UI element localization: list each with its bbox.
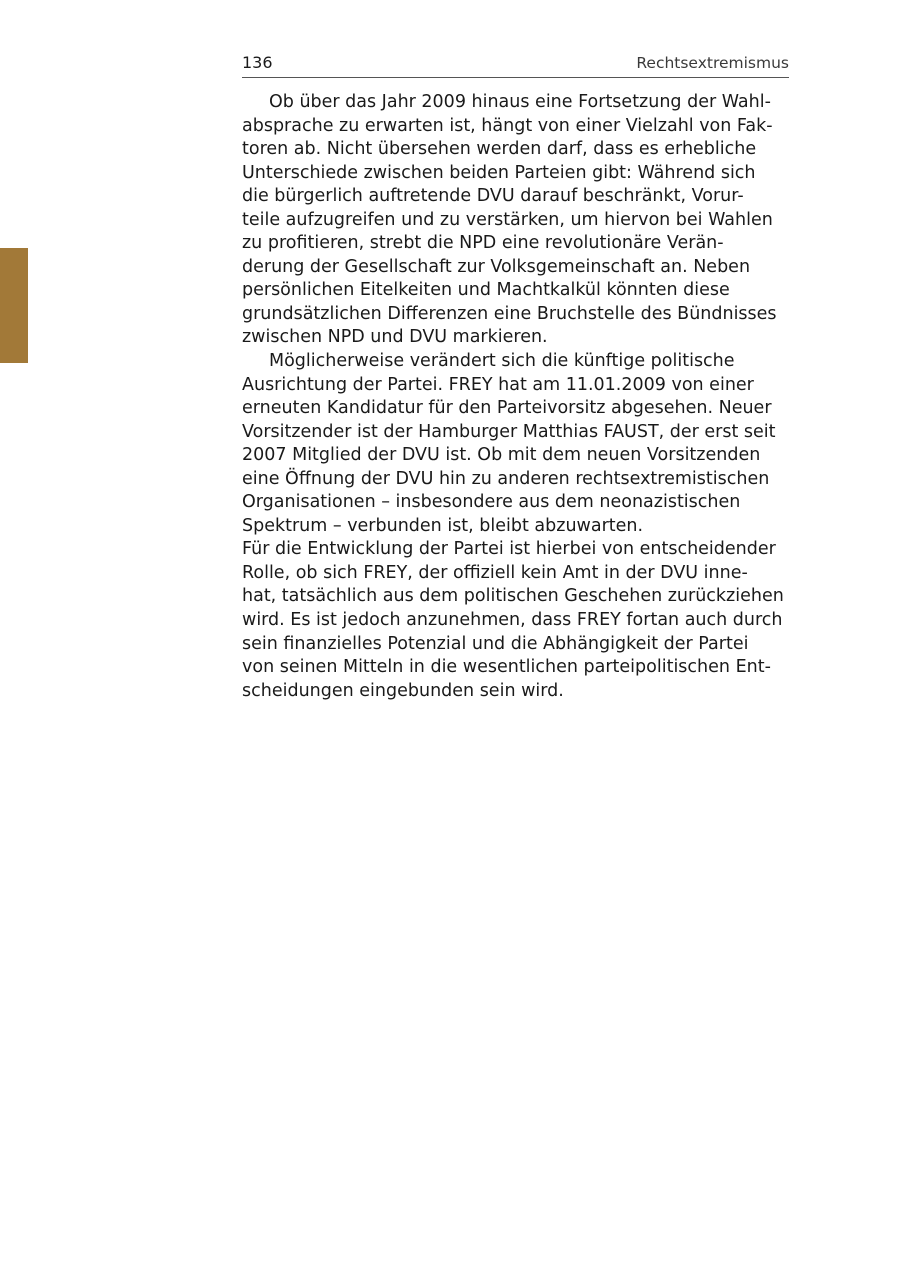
text-line: die bürgerlich auftretende DVU darauf beschränkt, Vorur- — [242, 186, 744, 207]
text-line: scheidungen eingebunden sein wird. — [242, 680, 564, 701]
text-line: absprache zu erwarten ist, hängt von einer Vielzahl von Fak- — [242, 115, 773, 136]
chapter-side-tab — [0, 248, 28, 363]
text-line: Für die Entwicklung der Partei ist hierbei von entscheidender — [242, 539, 776, 560]
text-line: Ausrichtung der Partei. FREY hat am 11.01.2009 von einer — [242, 374, 754, 395]
text-line: sein finanzielles Potenzial und die Abhängigkeit der Partei — [242, 633, 749, 654]
text-line: Möglicherweise verändert sich die künftige politische — [269, 351, 735, 372]
text-line: eine Öffnung der DVU hin zu anderen rechtsextremistischen — [242, 468, 770, 489]
text-line: toren ab. Nicht übersehen werden darf, dass es erhebliche — [242, 139, 757, 160]
text-line: derung der Gesellschaft zur Volksgemeinschaft an. Neben — [242, 256, 751, 277]
text-line: Vorsitzender ist der Hamburger Matthias FAUST, der erst seit — [242, 421, 776, 442]
text-line: Organisationen – insbesondere aus dem neonazistischen — [242, 492, 741, 513]
running-title: Rechtsextremismus — [636, 54, 789, 72]
text-line: zwischen NPD und DVU markieren. — [242, 327, 548, 348]
text-line: Ob über das Jahr 2009 hinaus eine Fortsetzung der Wahl- — [269, 92, 771, 112]
text-line: persönlichen Eitelkeiten und Machtkalkül könnten diese — [242, 280, 730, 301]
paragraph — [242, 91, 789, 350]
text-line: zu profitieren, strebt die NPD eine revolutionäre Verän- — [242, 233, 724, 254]
text-line: hat, tatsächlich aus dem politischen Geschehen zurückziehen — [242, 586, 784, 607]
text-line: Rolle, ob sich FREY, der offiziell kein Amt in der DVU inne- — [242, 562, 748, 583]
paragraph — [242, 538, 789, 703]
page-number: 136 — [242, 53, 273, 72]
paragraph — [242, 350, 789, 538]
body-text — [242, 91, 789, 703]
text-line: Spektrum – verbunden ist, bleibt abzuwarten. — [242, 515, 644, 536]
text-line: erneuten Kandidatur für den Parteivorsitz abgesehen. Neuer — [242, 398, 772, 419]
text-line: teile aufzugreifen und zu verstärken, um hiervon bei Wahlen — [242, 209, 773, 230]
page-header — [242, 52, 789, 78]
text-line: 2007 Mitglied der DVU ist. Ob mit dem neuen Vorsitzenden — [242, 445, 761, 466]
text-line: grundsätzlichen Differenzen eine Bruchstelle des Bündnisses — [242, 303, 777, 324]
text-line: von seinen Mitteln in die wesentlichen parteipolitischen Ent- — [242, 657, 771, 678]
text-line: wird. Es ist jedoch anzunehmen, dass FREY fortan auch durch — [242, 610, 783, 631]
text-line: Unterschiede zwischen beiden Parteien gibt: Während sich — [242, 162, 756, 183]
